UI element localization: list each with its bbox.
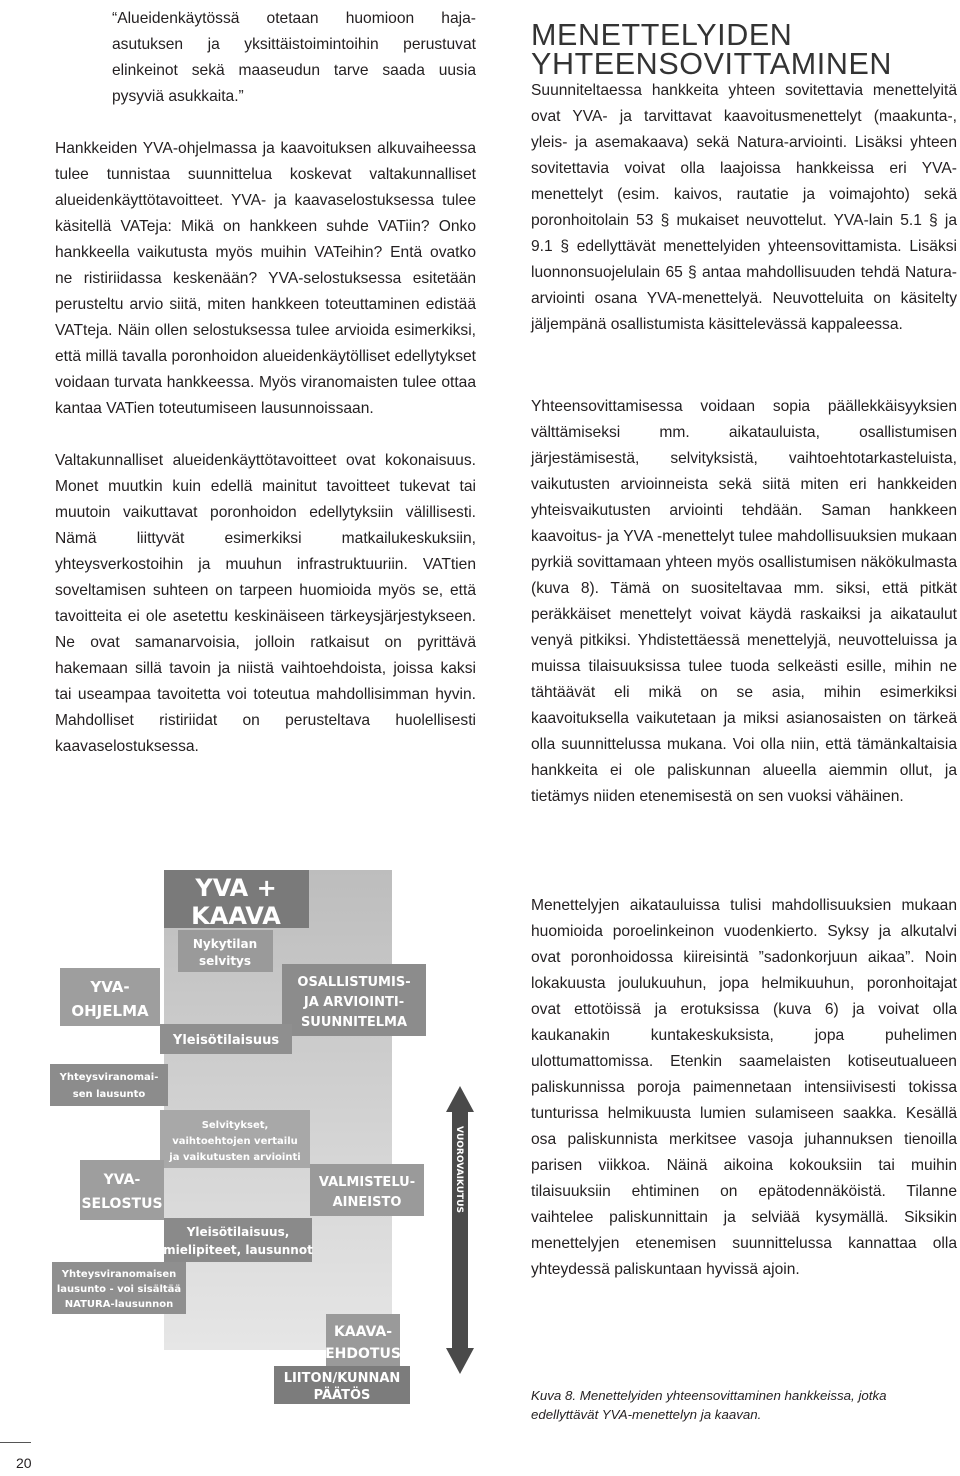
- valmisteluaineisto-line-2: AINEISTO: [332, 1195, 402, 1210]
- page-number-rule: [0, 1442, 31, 1443]
- selvitykset-line-3: ja vaikutusten arviointi: [169, 1152, 301, 1163]
- section-heading-line-2: YHTEENSOVITTAMINEN: [531, 47, 893, 82]
- vuorovaikutus-arrow: [446, 1086, 474, 1374]
- title-line-1: YVA +: [195, 874, 277, 902]
- selvitykset-line-1: Selvitykset,: [201, 1120, 269, 1131]
- yleisotilaisuus-1-label: Yleisötilaisuus: [172, 1033, 280, 1048]
- lausunto-2-line-3: NATURA-lausunnon: [64, 1299, 174, 1310]
- osallistumis-line-1: OSALLISTUMIS-: [297, 975, 411, 990]
- process-diagram: [48, 864, 478, 1404]
- yva-ohjelma-line-2: OHJELMA: [71, 1002, 149, 1020]
- left-paragraph-1: Hankkeiden YVA-ohjelmassa ja kaavoituksen alkuvaiheessa tulee tunnistaa suunnittelua koskevat valtakunnalliset alueidenkäyttötavoitteet. YVA- ja kaavaselostuksessa tulee käsitellä VATeja: Mikä on hankkeen suhde VATiin? Onko hankkeella vaikutusta myös muihin VATeihin? Entä ovatko ne ristiriidassa keskenään? YVA-selostuksessa esitetään perusteltu arvio siitä, miten hankkeen toteuttaminen edistää VATteja. Näin ollen selostuksessa tulee arvioida esimerkiksi, että millä tavalla poronhoidon alueidenkäytölliset edellytykset voidaan turvata hankkeessa. Myös viranomaisten tulee ottaa kantaa VATien toteutumiseen lausunnoissaan.: [55, 140, 476, 417]
- arrow-label: VUOROVAIKUTUS: [454, 1126, 464, 1213]
- lausunto-2-line-1: Yhteysviranomaisen: [61, 1269, 177, 1280]
- lausunto-1-line-2: sen lausunto: [72, 1089, 146, 1100]
- left-paragraph-2: Valtakunnalliset alueidenkäyttötavoitteet ovat kokonaisuus. Monet muutkin kuin edellä mainitut tavoitteet tukevat tai muutoin vaikuttavat poronhoidon edellytyksiin välillisesti. Nämä liittyvät esimerkiksi matkailukeskuksiin, yhteysverkostoihin ja muuhun infrastruktuuriin. VATtien soveltamisen suhteen on tarpeen huomioida myös se, että tavoitteita ei ole asetettu keskinäiseen tärkeysjärjestykseen. Ne ovat samanarvoisia, jolloin ratkaisut on pyrittävä hakemaan sillä tavoin ja niistä vaihtoehdoista, joissa kaksi tai useampaa tavoitetta voi toteutua mahdollisimman hyvin. Mahdolliset ristiriidat on perusteltava huolellisesti kaavaselostuksessa.: [55, 452, 476, 755]
- right-paragraph-1: Suunniteltaessa hankkeita yhteen sovitettavia menettelyitä ovat YVA- ja tarvittavat kaavoitusmenettelyt (maakunta-, yleis- ja asemakaava) sekä Natura-arviointi. Lisäksi yhteen sovitettavia voivat olla laajoissa hankkeissa eri YVA-menettelyt (esim. kaivos, rautatie ja voimajohto) sekä poronhoitolain 53 § mukaiset neuvottelut. YVA-lain 5.1 § ja 9.1 § edellyttävät menettelyiden yhteensovittamista. Lisäksi luonnonsuojelulain 65 § antaa mahdollisuuden tehdä Natura-arviointi osana YVA-menettelyä. Neuvotteluita on käsitelty jäljempänä osallistumista käsittelevässä kappaleessa.: [531, 81, 957, 333]
- yva-selostus-line-2: SELOSTUS: [81, 1196, 163, 1212]
- right-paragraph-2: Yhteensovittamisessa voidaan sopia päällekkäisyyksien välttämiseksi mm. aikatauluista, osallistumisen järjestämisestä, selvityksistä, vaihtoehtotarkasteluista, vaikutusten arvioinneista sekä siitä miten eri hankkeiden yhteisvaikutusten arviointi tehdään. Saman hankkeen kaavoitus- ja YVA -menettelyt tulee mahdollisuuksien mukaan pyrkiä sovittamaan yhteen myös osallistumisen näkökulmasta (kuva 8). Tämä on suositeltavaa mm. siksi, että pitkät peräkkäiset menettelyt voivat käydä raskaiksi ja aikataulut venyä pitkiksi. Yhdistettäessä menettelyjä, neuvotteluissa ja muissa tilaisuuksissa tulee tuoda selkeästi esille, mihin ne tähtäävät eli mikä on se asia, mihin esimerkiksi kaavoituksella vaikutetaan ja miksi asianosaisten on tärkeä olla suunnittelussa mukana. Voi olla niin, että tämänkaltaisia hankkeita ei ole paliskunnan alueella aiemmin ollut, ja tietämys niiden etenemisestä on sen vuoksi vähäinen.: [531, 397, 957, 805]
- yva-ohjelma-line-1: YVA-: [90, 978, 130, 996]
- osallistumis-line-3: SUUNNITELMA: [300, 1015, 408, 1030]
- yva-selostus-line-1: YVA-: [103, 1172, 141, 1188]
- osallistumis-line-2: JA ARVIOINTI-: [303, 995, 405, 1010]
- lausunto-1-line-1: Yhteysviranomai-: [59, 1072, 159, 1083]
- kaavaehdotus-line-1: KAAVA-: [333, 1324, 393, 1340]
- selvitykset-line-2: vaihtoehtojen vertailu: [172, 1136, 298, 1147]
- paatos-line-2: PÄÄTÖS: [313, 1388, 371, 1403]
- yleisotilaisuus-2-line-2: mielipiteet, lausunnot: [163, 1243, 313, 1257]
- nykytilan-line-2: selvitys: [198, 954, 252, 968]
- figure-caption: Kuva 8. Menettelyiden yhteensovittaminen hankkeissa, jotka edellyttävät YVA-menettelyn ja kaavan.: [531, 1388, 887, 1423]
- yleisotilaisuus-2-line-1: Yleisötilaisuus,: [186, 1225, 290, 1239]
- right-paragraph-3: Menettelyjen aikatauluissa tulisi mahdollisuuksien mukaan huomioida poroelinkeinon vuodenkierto. Syksy ja alkutalvi ovat poronhoidossa kiireisintä ”sadonkorjuun aikaa”. Noin lokakuusta joulukuuhun, jopa helmikuuhun, poronhoitajat ovat ettotöissä ja erotuksissa (kuva 6) ja voivat olla kaukanakin kuntakeskuksista, jopa puhelimen ulottumattomissa. Etenkin saamelaisten kotiseutualueen paliskunnissa poroja paimennetaan intensiivisesti tokissa tunturissa helmikuusta lumien sulamiseen saakka. Kesällä osa paliskunnista merkitsee vasoja juhannuksen tienoilla parisen viikkoa. Näinä aikoina kokouksiin tai muihin tilaisuuksiin ehtiminen on epätodennäköistä. Tilanne vaihtelee paliskunnittain ja selviää kysymällä. Siksikin menettelyjen etenemisen suunnittelussa kannattaa olla yhteydessä paliskuntaan hyvissä ajoin.: [531, 896, 957, 1278]
- lausunto-2-line-2: lausunto - voi sisältää: [56, 1284, 182, 1295]
- left-column: [55, 6, 476, 760]
- title-line-2: KAAVA: [191, 902, 281, 930]
- section-heading: [531, 18, 957, 82]
- nykytilan-line-1: Nykytilan: [192, 937, 258, 951]
- quote-paragraph: “Alueidenkäytössä otetaan huomioon haja-asutuksen ja yksittäistoimintoihin perustuvat elinkeinot sekä maaseudun tarve saada uusia pysyviä asukkaita.”: [112, 10, 476, 105]
- valmisteluaineisto-line-1: VALMISTELU-: [318, 1175, 416, 1190]
- arrow-head-bottom: [446, 1348, 474, 1374]
- kaavaehdotus-line-2: EHDOTUS: [325, 1346, 401, 1362]
- paatos-line-1: LIITON/KUNNAN: [283, 1371, 401, 1386]
- section-heading-line-1: MENETTELYIDEN: [531, 18, 793, 53]
- arrow-head-top: [446, 1086, 474, 1112]
- page-number: 20: [16, 1455, 32, 1471]
